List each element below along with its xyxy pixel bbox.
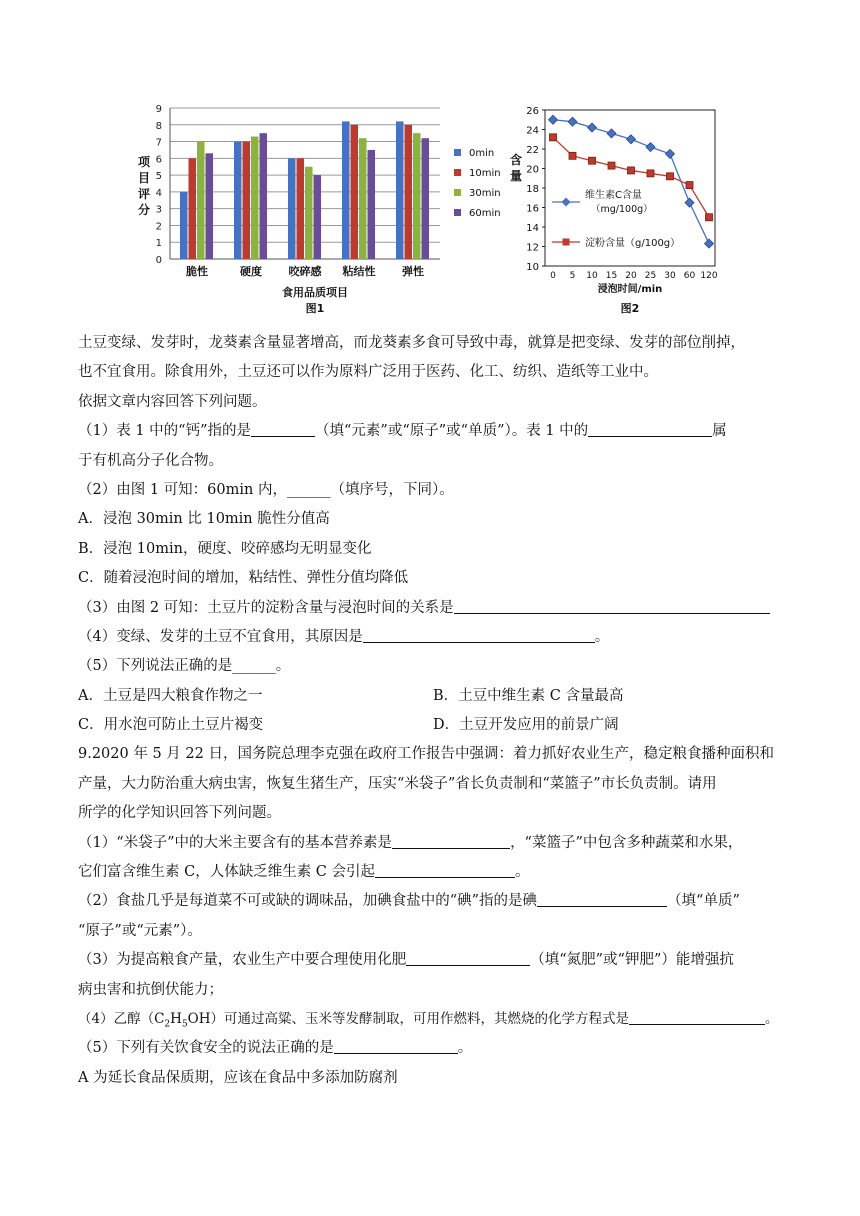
answer-blank[interactable] [629, 1008, 765, 1025]
y-tick-label: 9 [155, 104, 162, 115]
legend-swatch [454, 169, 461, 176]
y-axis-label: 评 [137, 187, 151, 201]
bar [251, 137, 259, 259]
text-line: 产量，大力防治重大病虫害，恢复生猪生产，压实“米袋子”省长负责制和“菜篮子”市长负责制。请用 [78, 775, 717, 792]
options-row [78, 711, 788, 740]
y-tick-label: 8 [155, 120, 162, 132]
question-4: （4）变绿、发芽的土豆不宜食用，其原因是 。 [78, 623, 788, 652]
answer-blank[interactable] [363, 626, 595, 643]
y-tick-label: 22 [526, 145, 539, 156]
legend-swatch [454, 189, 461, 196]
legend-marker [562, 198, 571, 207]
data-point [568, 117, 577, 126]
legend-label: 维生素C含量 [585, 190, 642, 201]
figure-caption: 图2 [620, 302, 640, 315]
legend-label: 淀粉含量（g/100g） [585, 238, 681, 249]
sub-question-1: （1）“米袋子”中的大米主要含有的基本营养素是 ，“菜篮子”中包含多种蔬菜和水果， [78, 829, 788, 858]
bar [197, 142, 205, 259]
bar [305, 167, 313, 259]
y-tick-label: 20 [526, 164, 539, 176]
bar [288, 158, 296, 259]
figure-2-line-chart [505, 96, 730, 326]
y-axis-label: 项 [137, 155, 151, 169]
y-axis-label: 含 [509, 153, 523, 167]
bar [342, 121, 350, 259]
text-line: 所学的化学知识回答下列问题。 [78, 805, 281, 822]
option-a: A．浸泡 30min 比 10min 脆性分值高 [78, 511, 330, 528]
question-3: （3）由图 2 可知：土豆片的淀粉含量与浸泡时间的关系是 [78, 594, 788, 623]
y-axis-label: 量 [509, 169, 523, 183]
y-tick-label: 1 [155, 238, 162, 250]
data-point [666, 149, 675, 158]
y-tick-label: 4 [155, 187, 162, 199]
x-tick-label: 5 [569, 271, 576, 281]
answer-blank[interactable] [406, 949, 530, 966]
y-tick-label: 26 [526, 106, 539, 117]
legend-swatch [454, 209, 461, 216]
option-d: D．土豆开发应用的前景广阔 [433, 717, 619, 734]
sub-question-3: （3）为提高粮食产量，农业生产中要合理使用化肥 （填“氮肥”或“钾肥”）能增强抗 [78, 946, 788, 975]
answer-blank[interactable] [537, 890, 667, 907]
x-tick-label: 粘结性 [342, 265, 376, 278]
options-row [78, 682, 788, 711]
data-point [706, 214, 713, 221]
question-5: （5）下列说法正确的是______。 [78, 658, 291, 675]
legend-unit: （mg/100g） [591, 204, 653, 215]
text-line: “原子”或“元素”）。 [78, 922, 202, 939]
data-point [705, 239, 714, 248]
y-tick-label: 6 [155, 154, 162, 166]
data-point [549, 115, 558, 124]
sub-question-2: （2）食盐几乎是每道菜不可或缺的调味品，加碘食盐中的“碘”指的是碘 （填“单质” [78, 887, 788, 916]
x-tick-label: 10 [586, 271, 598, 281]
data-point [646, 143, 655, 152]
option-b: B．土豆中维生素 C 含量最高 [433, 687, 624, 704]
bar [413, 133, 421, 259]
option-c: C．随着浸泡时间的增加，粘结性、弹性分值均降低 [78, 570, 409, 587]
bar [422, 138, 430, 259]
data-point [608, 162, 615, 169]
y-tick-label: 2 [155, 221, 162, 233]
x-tick-label: 脆性 [186, 265, 208, 278]
y-tick-label: 14 [526, 223, 539, 234]
x-tick-label: 120 [700, 271, 718, 281]
question-2: （2）由图 1 可知：60min 内，______（填序号，下同）。 [78, 481, 454, 498]
legend-swatch [454, 149, 461, 156]
y-tick-label: 10 [526, 262, 539, 273]
data-point [589, 157, 596, 164]
bar [405, 125, 413, 259]
answer-blank[interactable] [251, 420, 315, 437]
option-b: B．浸泡 10min，硬度、咬碎感均无明显变化 [78, 540, 372, 557]
data-point [607, 129, 616, 138]
bar [297, 158, 305, 259]
text-line: 也不宜食用。除食用外，土豆还可以作为原料广泛用于医药、化工、纺织、造纸等工业中。 [78, 364, 658, 381]
x-tick-label: 0 [550, 271, 556, 281]
answer-blank[interactable] [392, 832, 510, 849]
legend-label: 60min [469, 208, 501, 219]
bar [234, 142, 242, 259]
bar [351, 125, 359, 259]
x-axis-label: 食用品质项目 [282, 286, 348, 299]
x-tick-label: 60 [683, 271, 696, 281]
bar [368, 150, 376, 259]
x-tick-label: 硬度 [240, 265, 262, 278]
x-tick-label: 20 [625, 271, 637, 281]
y-axis-label: 目 [137, 171, 151, 185]
text-line: 依据文章内容回答下列问题。 [78, 393, 267, 410]
y-axis-label: 分 [137, 203, 151, 217]
question-1: （1）表 1 中的“钙”指的是 （填“元素”或“原子”或“单质”）。表 1 中的 属 [78, 417, 788, 446]
option-c: C．用水泡可防止土豆片褐变 [78, 717, 264, 734]
bar [180, 192, 188, 259]
y-tick-label: 5 [155, 171, 162, 183]
text-line: 于有机高分子化合物。 [78, 452, 223, 469]
x-tick-label: 30 [664, 271, 676, 281]
bar [206, 153, 214, 259]
y-tick-label: 7 [155, 137, 162, 149]
bar [260, 133, 268, 259]
option-a: A．土豆是四大粮食作物之一 [78, 687, 263, 704]
legend-marker [563, 239, 570, 246]
data-point [685, 198, 694, 207]
answer-blank[interactable] [454, 597, 770, 614]
answer-blank[interactable] [588, 420, 712, 437]
text-line: 9.2020 年 5 月 22 日，国务院总理李克强在政府工作报告中强调：着力抓好农业生产，稳定粮食播种面积和 [78, 746, 774, 763]
bar [314, 175, 322, 259]
figure-caption: 图1 [305, 302, 325, 315]
data-point [686, 182, 693, 189]
y-tick-label: 16 [526, 203, 539, 215]
x-tick-label: 15 [605, 271, 618, 281]
y-tick-label: 12 [526, 242, 539, 254]
bar [243, 142, 251, 259]
y-tick-label: 18 [526, 184, 539, 195]
sub-question-1-cont: 它们富含维生素 C，人体缺乏维生素 C 会引起 。 [78, 858, 788, 887]
x-tick-label: 弹性 [402, 265, 424, 278]
answer-blank[interactable] [375, 861, 515, 878]
y-tick-label: 0 [155, 255, 162, 266]
bar [396, 121, 404, 259]
y-tick-label: 24 [526, 125, 539, 137]
data-point [667, 173, 674, 180]
x-tick-label: 25 [644, 271, 657, 281]
bar [359, 138, 367, 259]
legend-label: 30min [469, 188, 501, 199]
x-tick-label: 咬碎感 [288, 265, 322, 278]
answer-blank[interactable] [334, 1037, 458, 1054]
legend-label: 10min [469, 168, 501, 179]
data-point [569, 152, 576, 159]
text-line: 病虫害和抗倒伏能力； [78, 981, 223, 998]
data-point [550, 134, 557, 141]
paper-text [78, 329, 788, 1093]
y-tick-label: 3 [155, 204, 162, 216]
text-line: 土豆变绿、发芽时，龙葵素含量显著增高，而龙葵素多食可导致中毒，就算是把变绿、发芽的部位削掉， [78, 335, 745, 351]
data-point [627, 135, 636, 144]
sub-question-4: （4）乙醇$(C_2H_5OH)$可通过高粱、玉米等发酵制取，可用作燃料，其燃烧的化学方程式是 。 [78, 1005, 788, 1034]
option-a: A 为延长食品保质期，应该在食品中多添加防腐剂 [78, 1069, 398, 1086]
data-point [647, 170, 654, 177]
bar [189, 158, 197, 259]
figure-1-bar-chart [120, 96, 515, 326]
data-point [588, 123, 597, 132]
data-point [628, 167, 635, 174]
sub-question-5: （5）下列有关饮食安全的说法正确的是 。 [78, 1034, 788, 1063]
x-axis-label: 浸泡时间/min [597, 284, 663, 295]
legend-label: 0min [469, 148, 495, 159]
